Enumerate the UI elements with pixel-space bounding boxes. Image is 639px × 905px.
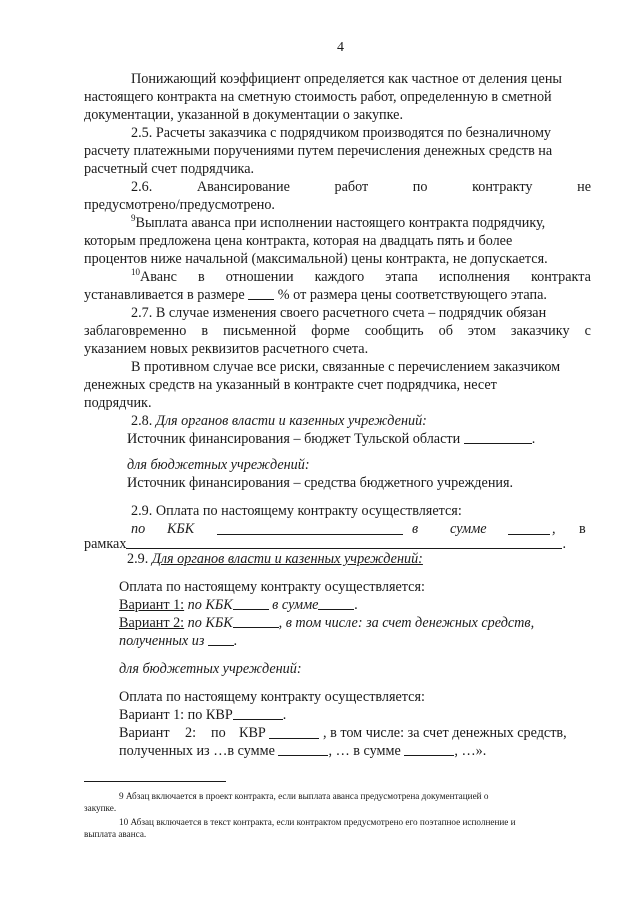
- stage-word: в: [198, 269, 205, 285]
- p26-word: контракту: [472, 179, 533, 195]
- budget-label: для бюджетных учреждений:: [127, 457, 310, 473]
- footnote-9: 9 Абзац включается в проект контракта, если выплата аванса предусмотрена документацией о: [119, 791, 489, 801]
- advance-line-2: которым предложена цена контракта, которая на двадцать пять и более: [84, 233, 513, 249]
- risk-line-1: В противном случае все риски, связанные с перечислением заказчиком: [131, 359, 561, 375]
- coef-line-1: Понижающий коэффициент определяется как частное от деления цены: [131, 71, 562, 87]
- footnote-10-cont: выплата аванса.: [84, 829, 147, 839]
- stage-word: контракта: [530, 269, 591, 285]
- p28-heading: 2.8. Для органов власти и казенных учреждений:: [131, 413, 427, 429]
- p25-line-1: 2.5. Расчеты заказчика с подрядчиком производятся по безналичному: [131, 125, 552, 141]
- sum-blank: [508, 522, 550, 535]
- p26-line-1: [131, 178, 591, 196]
- advance-line-1: [131, 214, 545, 232]
- stage-word: каждого: [314, 269, 365, 285]
- stage-word: $^{10}$Аванс: [131, 267, 177, 285]
- p26-word: работ: [334, 179, 369, 195]
- p29-line-3: рамках .: [84, 536, 566, 552]
- var2-line: Вариант 2: по КБК , в том числе: за счет денежных средств,: [119, 615, 535, 631]
- stage-word: исполнения: [438, 269, 510, 285]
- p26-line-2: предусмотрено/предусмотрено.: [84, 197, 275, 213]
- p27-line-1: 2.7. В случае изменения своего расчетного счета – подрядчик обязан: [131, 305, 547, 321]
- budget-label-2: для бюджетных учреждений:: [119, 661, 302, 677]
- footnote-10: 10 Абзац включается в текст контракта, если контрактом предусмотрено его поэтапное исполнение и: [119, 817, 516, 827]
- footnote-9-marker: 9: [131, 213, 136, 223]
- pay1-line: Оплата по настоящему контракту осуществляется:: [119, 579, 425, 595]
- p25-line-2: расчету платежными поручениями путем перечисления денежных средств на: [84, 143, 553, 159]
- p26-word: 2.6.: [131, 179, 153, 195]
- kvr2-line-2: полученных из …в сумме , … в сумме , …».: [119, 743, 487, 759]
- page-number: 4: [337, 40, 344, 55]
- percent-blank: [248, 287, 274, 300]
- coef-line-3: документации, указанной в документации о закупке.: [84, 107, 404, 123]
- p27-line-2: заблаговременно в письменной форме сообщить об этом заказчику с: [84, 323, 591, 339]
- footnote-10-marker: 10: [131, 267, 140, 277]
- p27-line-3: указанием новых реквизитов расчетного счета.: [84, 341, 369, 357]
- p25-line-3: расчетный счет подрядчика.: [84, 161, 255, 177]
- p26-word: не: [577, 179, 591, 195]
- p29b-heading: 2.9. Для органов власти и казенных учреждений:: [127, 551, 423, 567]
- ramki-blank: [126, 536, 562, 549]
- footnote-separator: [84, 781, 226, 782]
- stage-word: этапа: [385, 269, 418, 285]
- stage-line-2: устанавливается в размере % от размера цены соответствующего этапа.: [84, 287, 547, 303]
- advance-text-1: Выплата аванса при исполнении настоящего контракта подрядчику,: [135, 215, 546, 231]
- risk-line-2: денежных средств на указанный в контракте счет подрядчика, несет: [84, 377, 497, 393]
- p28-source: Источник финансирования – бюджет Тульской области .: [127, 431, 536, 447]
- budget-source: Источник финансирования – средства бюджетного учреждения.: [127, 475, 514, 491]
- kbk-blank: [217, 522, 403, 535]
- pay2-line: Оплата по настоящему контракту осуществляется:: [119, 689, 425, 705]
- p26-word: по: [412, 179, 428, 195]
- document-page: 4 Понижающий коэффициент определяется как частное от деления цены настоящего контракта на сметную стоимость работ, определенную в сметной документации, указанной в документации о закупке. 2.5. Расчеты заказчика с подрядчиком производятся по безналичному расчету платежными поручениями путем перечисления денежных средств на расчетный счет подрядчика. 2.6. Авансирование работ по контракту не предусмотрено/предусмотрено. $^9$Выплата аванса при исполнении настоящего контракта подрядчику, которым предложена цена контракта, которая на двадцать пять и более процентов ниже начальной (максимальной) цены контракта, не допускается. $^{10}$Аванс в отношении каждого этапа исполнения контракта устанавливается в размере % от размера цены соответствующего этапа. 2.7. В случае изменения своего расчетного счета – подрядчик обязан заблаговременно в письменной форме сообщить об этом заказчику с указанием новых реквизитов расчетного счета. В противном случае все риски, связанные с перечислением заказчиком денежных средств на указанный в контракте счет подрядчика, несет подрядчик. 2.8. Для органов власти и казенных учреждений: Источник финансирования – бюджет Тульской области . для бюджетных учреждений: Источник финансирования – средства бюджетного учреждения. 2.9. Оплата по настоящему контракту осуществляется: по КБК в сумме , в рамках . 2.9. Для органов власти и казенных учреждений: Оплата по настоящему контракту осуществляется: Вариант 1: по КБК в сумме . Вариант 2: по КБК , в том числе: за счет денежных средств, полученных из . для бюджетных учреждений: Оплата по настоящему контракту осуществляется: Вариант 1: по КВР . Вариант 2: по КВР , в том числе: за счет денежных средств, полученных из …в сумме , … в сумме , …». 9 Абзац включается в проект контракта, если выплата аванса предусмотрена документацией о закупке. 10 Абзац включается в текст контракта, если контрактом предусмотрено его поэтапное исполнение и выплата аванса.: [84, 40, 591, 839]
- advance-line-3: процентов ниже начальной (максимальной) цены контракта, не допускается.: [84, 251, 548, 267]
- p29-line-1: 2.9. Оплата по настоящему контракту осуществляется:: [131, 503, 462, 519]
- p26-word: Авансирование: [196, 179, 290, 195]
- kvr1-line: Вариант 1: по КВР .: [119, 707, 287, 723]
- kvr2-line: Вариант 2: по КВР , в том числе: за счет денежных средств,: [119, 725, 567, 741]
- var2-line-2: полученных из .: [119, 633, 238, 649]
- stage-line-1: [131, 268, 591, 286]
- risk-line-3: подрядчик.: [84, 395, 152, 411]
- var1-line: Вариант 1: по КБК в сумме .: [119, 597, 358, 613]
- stage-word: отношении: [225, 269, 294, 285]
- footnote-9-cont: закупке.: [84, 803, 117, 813]
- source-blank: [464, 431, 532, 444]
- coef-line-2: настоящего контракта на сметную стоимость работ, определенную в сметной: [84, 89, 552, 105]
